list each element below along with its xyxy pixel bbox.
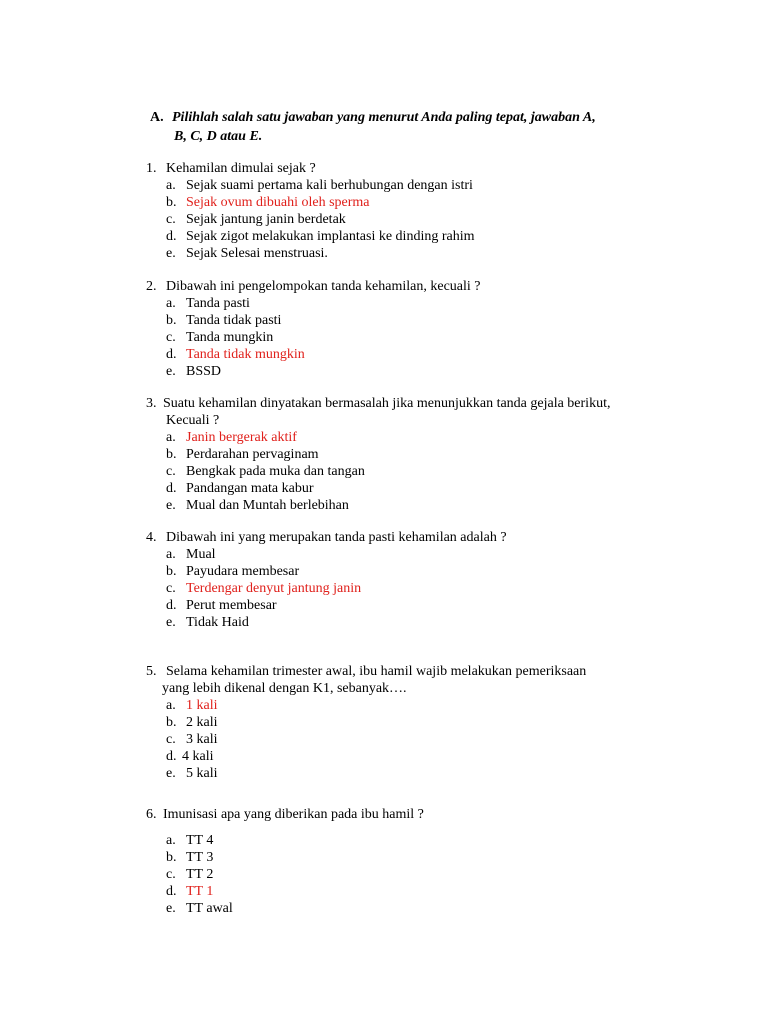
- option-text: Janin bergerak aktif: [186, 430, 297, 445]
- option-text: Tanda tidak mungkin: [186, 347, 305, 362]
- option-d: [166, 480, 666, 497]
- option-letter: b.: [166, 850, 177, 865]
- option-letter: d.: [166, 481, 177, 496]
- option-text: TT awal: [186, 901, 233, 916]
- option-c: [166, 731, 666, 748]
- option-c-correct: [166, 580, 666, 597]
- option-letter: c.: [166, 732, 176, 747]
- option-c: [166, 211, 666, 228]
- question-text: Imunisasi apa yang diberikan pada ibu hamil ?: [163, 807, 424, 822]
- option-list: [146, 177, 666, 262]
- question-2: [146, 278, 666, 380]
- option-text: Sejak zigot melakukan implantasi ke dinding rahim: [186, 229, 475, 244]
- option-text: TT 2: [186, 867, 214, 882]
- option-text: 2 kali: [186, 715, 218, 730]
- option-letter: c.: [166, 464, 176, 479]
- option-text: Sejak Selesai menstruasi.: [186, 246, 328, 261]
- option-text: BSSD: [186, 364, 222, 379]
- option-letter: a.: [166, 547, 176, 562]
- question-number: 3.: [146, 396, 157, 411]
- option-text: 3 kali: [186, 732, 218, 747]
- question-stem: [146, 278, 666, 295]
- option-text: Bengkak pada muka dan tangan: [186, 464, 365, 479]
- option-text: Sejak jantung janin berdetak: [186, 212, 346, 227]
- option-b: [166, 312, 666, 329]
- option-c: [166, 329, 666, 346]
- option-a: [166, 832, 666, 849]
- option-letter: a.: [166, 833, 176, 848]
- option-list: [146, 429, 666, 514]
- option-d: [166, 597, 666, 614]
- option-letter: c.: [166, 867, 176, 882]
- option-a: [166, 546, 666, 563]
- option-text: 5 kali: [186, 766, 218, 781]
- option-list: [146, 546, 666, 631]
- option-list: [146, 697, 666, 782]
- option-e: [166, 614, 666, 631]
- question-1: [146, 160, 666, 262]
- heading-line-1: [150, 108, 670, 127]
- option-b: [166, 714, 666, 731]
- question-number: 2.: [146, 279, 157, 294]
- question-number: 6.: [146, 807, 157, 822]
- option-text: Perdarahan pervaginam: [186, 447, 319, 462]
- option-list: [146, 832, 666, 917]
- option-d: [166, 748, 666, 765]
- option-text: Tanda tidak pasti: [186, 313, 282, 328]
- option-b: [166, 446, 666, 463]
- option-text: 4 kali: [182, 749, 214, 764]
- option-a: [166, 295, 666, 312]
- option-letter: c.: [166, 581, 176, 596]
- option-letter: c.: [166, 212, 176, 227]
- section-heading: [150, 108, 670, 146]
- option-e: [166, 497, 666, 514]
- question-stem-continued: Kecuali ?: [166, 413, 220, 428]
- question-text: Kehamilan dimulai sejak ?: [166, 161, 316, 176]
- option-letter: d.: [166, 884, 177, 899]
- question-3: [146, 395, 666, 514]
- option-list: [146, 295, 666, 380]
- heading-text-1: Pilihlah salah satu jawaban yang menurut Anda paling tepat, jawaban A,: [172, 110, 596, 125]
- question-5: [146, 663, 666, 782]
- option-letter: a.: [166, 296, 176, 311]
- option-text: Payudara membesar: [186, 564, 300, 579]
- option-text: Tidak Haid: [186, 615, 249, 630]
- option-letter: e.: [166, 901, 176, 916]
- option-letter: d.: [166, 749, 177, 764]
- option-text: TT 4: [186, 833, 214, 848]
- option-a-correct: [166, 697, 666, 714]
- question-stem: [146, 806, 666, 823]
- option-b-correct: [166, 194, 666, 211]
- option-letter: e.: [166, 246, 176, 261]
- question-text: Suatu kehamilan dinyatakan bermasalah jika menunjukkan tanda gejala berikut,: [163, 396, 611, 411]
- question-stem: [146, 663, 666, 680]
- question-text: Dibawah ini yang merupakan tanda pasti kehamilan adalah ?: [166, 530, 507, 545]
- option-letter: b.: [166, 564, 177, 579]
- option-text: TT 3: [186, 850, 214, 865]
- option-a-correct: [166, 429, 666, 446]
- option-text: Sejak suami pertama kali berhubungan dengan istri: [186, 178, 473, 193]
- option-text: Pandangan mata kabur: [186, 481, 314, 496]
- option-letter: b.: [166, 447, 177, 462]
- option-letter: e.: [166, 766, 176, 781]
- option-letter: a.: [166, 430, 176, 445]
- option-text: Sejak ovum dibuahi oleh sperma: [186, 195, 370, 210]
- option-letter: c.: [166, 330, 176, 345]
- option-b: [166, 849, 666, 866]
- option-e: [166, 363, 666, 380]
- option-e: [166, 900, 666, 917]
- option-d: [166, 228, 666, 245]
- option-a: [166, 177, 666, 194]
- option-text: 1 kali: [186, 698, 218, 713]
- question-text: Selama kehamilan trimester awal, ibu hamil wajib melakukan pemeriksaan: [166, 664, 587, 679]
- option-letter: e.: [166, 498, 176, 513]
- question-stem-continued: yang lebih dikenal dengan K1, sebanyak….: [162, 681, 407, 696]
- option-text: TT 1: [186, 884, 214, 899]
- heading-line-2: B, C, D atau E.: [174, 129, 263, 144]
- question-stem: [146, 160, 666, 177]
- option-d-correct: [166, 346, 666, 363]
- option-c: [166, 463, 666, 480]
- option-e: [166, 245, 666, 262]
- option-letter: a.: [166, 698, 176, 713]
- option-letter: b.: [166, 313, 177, 328]
- question-stem: [146, 395, 666, 412]
- question-number: 4.: [146, 530, 157, 545]
- section-marker: A.: [150, 110, 164, 125]
- question-number: 1.: [146, 161, 157, 176]
- question-stem: [146, 529, 666, 546]
- question-4: [146, 529, 666, 631]
- option-letter: d.: [166, 347, 177, 362]
- option-letter: b.: [166, 715, 177, 730]
- option-d-correct: [166, 883, 666, 900]
- question-text: Dibawah ini pengelompokan tanda kehamilan, kecuali ?: [166, 279, 481, 294]
- option-text: Perut membesar: [186, 598, 277, 613]
- question-6: [146, 806, 666, 917]
- option-text: Tanda pasti: [186, 296, 250, 311]
- option-text: Mual: [186, 547, 216, 562]
- option-letter: a.: [166, 178, 176, 193]
- option-e: [166, 765, 666, 782]
- option-text: Mual dan Muntah berlebihan: [186, 498, 349, 513]
- option-letter: e.: [166, 364, 176, 379]
- option-letter: e.: [166, 615, 176, 630]
- option-b: [166, 563, 666, 580]
- option-text: Tanda mungkin: [186, 330, 274, 345]
- option-letter: b.: [166, 195, 177, 210]
- option-letter: d.: [166, 598, 177, 613]
- option-text: Terdengar denyut jantung janin: [186, 581, 362, 596]
- option-c: [166, 866, 666, 883]
- question-number: 5.: [146, 664, 157, 679]
- option-letter: d.: [166, 229, 177, 244]
